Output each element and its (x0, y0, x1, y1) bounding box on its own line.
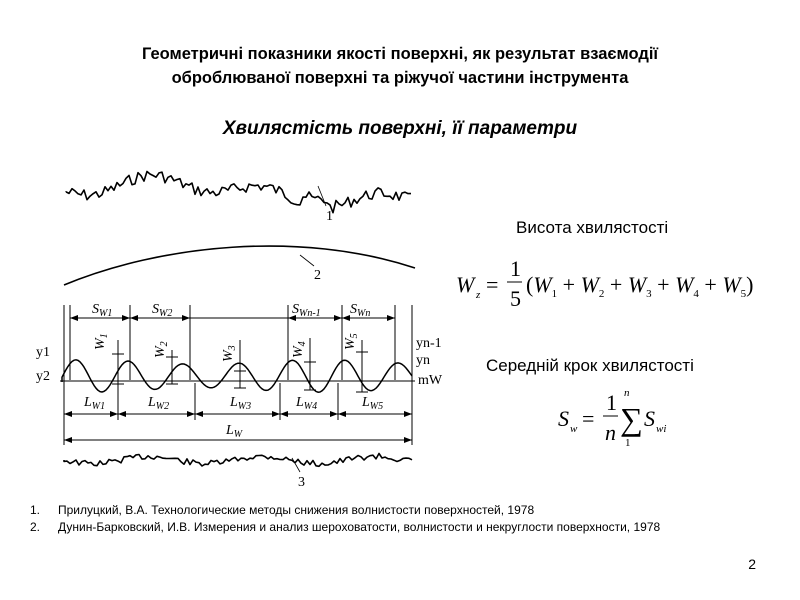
waviness-profile (62, 360, 412, 392)
yn1-label: yn-1 (416, 336, 442, 351)
profile-curve-2 (64, 246, 415, 285)
lw-total-label: $L_W$ (226, 423, 243, 440)
references-list (30, 502, 660, 536)
mw-label: mW (418, 373, 443, 388)
waviness-step-formula (556, 386, 716, 456)
svg-text:z: z (476, 289, 481, 301)
w-label-4: $W_4$ (291, 341, 308, 358)
waviness-height-formula (452, 250, 772, 320)
svg-text:1: 1 (510, 256, 521, 281)
waviness-step-heading: Середній крок хвилястості (486, 356, 694, 375)
lw-label-5: $L_{W5}$ (362, 395, 384, 412)
lw-label-2: $L_{W2}$ (148, 395, 170, 412)
curve-label-3: 3 (298, 475, 305, 490)
svg-text:n: n (605, 420, 616, 445)
profile-curve-1 (66, 172, 411, 213)
lw-label-1: $L_{W1}$ (84, 395, 106, 412)
lw-label-4: $L_{W4}$ (296, 395, 318, 412)
svg-text:S: S (558, 406, 569, 431)
page-number: 2 (748, 556, 756, 572)
svg-text:w: w (570, 423, 578, 435)
lw-label-3: $L_{W3}$ (230, 395, 252, 412)
sw-label-2: $S_{W2}$ (152, 302, 173, 319)
w-label-5: $W_5$ (343, 333, 360, 350)
curve-label-1: 1 (326, 209, 333, 224)
w-height-markers (112, 338, 368, 392)
svg-text:1: 1 (625, 437, 631, 449)
slide-subtitle: Хвилястість поверхні, її параметри (222, 118, 578, 139)
title-line-2: оброблюваної поверхні та ріжучої частини інструмента (171, 69, 629, 87)
w-label-2: $W_2$ (153, 341, 170, 358)
sw-label-1: $S_{W1}$ (92, 302, 113, 319)
y2-label: y2 (36, 369, 50, 384)
svg-text:5: 5 (510, 286, 521, 311)
svg-text:wi: wi (656, 423, 667, 435)
svg-text:∑: ∑ (620, 401, 643, 437)
svg-text:1: 1 (606, 390, 617, 415)
svg-text:n: n (624, 387, 630, 399)
w-label-1: $W_1$ (93, 333, 110, 350)
svg-text:S: S (644, 406, 655, 431)
curve-label-2: 2 (314, 268, 321, 283)
sw-label-4: $S_{Wn}$ (350, 302, 371, 319)
profile-curve-3 (64, 454, 412, 467)
svg-text:=: = (486, 272, 499, 297)
w-label-3: $W_3$ (221, 345, 238, 362)
svg-text:(W1 + W2 + W3 + W4 + W5): $(W_1 + W_2 + W_3 + W_4 + W_5)$ (526, 272, 754, 300)
svg-text:=: = (582, 406, 595, 431)
y1-label: y1 (36, 345, 50, 360)
svg-text:W: W (456, 272, 475, 297)
reference-item: 1. Прилуцкий, В.А. Технологические методы снижения волнистости поверхностей, 1978 (30, 503, 535, 517)
sw-label-3: $S_{Wn-1}$ (292, 302, 321, 319)
reference-item: 2. Дунин-Барковский, И.В. Измерения и анализ шероховатости, волнистости и некруглости поверхности, 1978 (30, 520, 661, 534)
yn-label: yn (416, 353, 430, 368)
title-line-1: Геометричні показники якості поверхні, як результат взаємодії (141, 45, 659, 63)
waviness-height-heading: Висота хвилястості (516, 218, 669, 237)
